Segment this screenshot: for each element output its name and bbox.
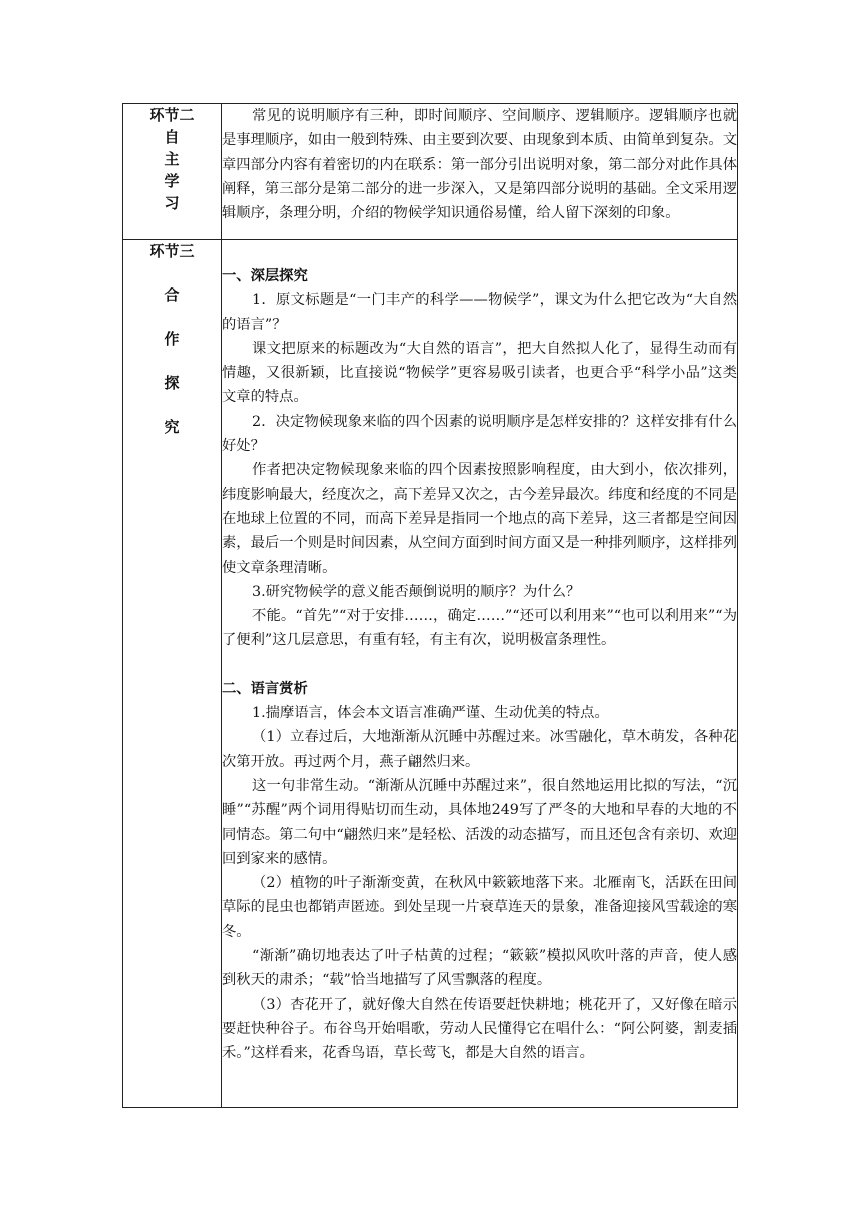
section2-content-cell: [222, 104, 738, 240]
part2-heading: 二、语言赏析: [222, 680, 308, 697]
question-2: 2．决定物候现象来临的四个因素的说明顺序是怎样安排的？这样安排有什么好处？: [222, 413, 737, 455]
section3-content-cell: [222, 240, 738, 1108]
section2-label-cell: [123, 104, 222, 240]
section2-label-line: 习: [164, 194, 180, 212]
section3-label-line: 环节三: [149, 242, 195, 260]
table-row: [123, 240, 738, 1108]
comment-1: 这一句非常生动。“渐渐从沉睡中苏醒过来”，很自然地运用比拟的写法，“沉睡”“苏醒”两个词用得贴切而生动，具体地249写了严冬的大地和早春的大地的不同情态。第二句中“翩然归来”是轻松、活泼的动态描写，而且还包含有亲切、欢迎回到家来的感情。: [222, 777, 738, 867]
answer-2: 作者把决定物候现象来临的四个因素按照影响程度，由大到小，依次排列，纬度影响最大，经度次之，高下差异又次之，古今差异最次。纬度和经度的不同是在地球上位置的不同，而高下差异是指同一个地点的高下差异，这三者都是空间因素，最后一个则是时间因素，从空间方面到时间方面又是一种排列顺序，这样排列使文章条理清晰。: [222, 462, 737, 576]
section2-label-line: 学: [164, 172, 180, 190]
section2-label-line: 自: [164, 128, 180, 146]
section3-label-line: 合: [164, 286, 180, 304]
section3-label-cell: [123, 240, 222, 1108]
question-1: 1．原文标题是“一门丰产的科学——物候学”，课文为什么把它改为“大自然的语言”？: [222, 292, 737, 333]
section3-label-line: 探: [164, 374, 180, 392]
table-row: [123, 104, 738, 240]
answer-1: 课文把原来的标题改为“大自然的语言”，把大自然拟人化了，显得生动而有情趣，又很新颖，比直接说“物候学”更容易吸引读者，也更合乎“科学小品”这类文章的特点。: [222, 340, 737, 406]
section2-label-line: 主: [164, 150, 180, 168]
question-3: 3.研究物候学的意义能否颠倒说明的顺序？为什么？: [252, 583, 581, 600]
section3-label-line: 究: [164, 418, 180, 436]
section2-paragraph: 常见的说明顺序有三种，即时间顺序、空间顺序、逻辑顺序。逻辑顺序也就是事理顺序，如由一般到特殊、由主要到次要、由现象到本质、由简单到复杂。文章四部分内容有着密切的内在联系：第一部分引出说明对象，第二部分对此作具体阐释，第三部分是第二部分的进一步深入，又是第四部分说明的基础。全文采用逻辑顺序，条理分明，介绍的物候学知识通俗易懂，给人留下深刻的印象。: [222, 108, 737, 222]
lesson-table: [122, 103, 738, 1108]
example-1: （1）立春过后，大地渐渐从沉睡中苏醒过来。冰雪融化，草木萌发，各种花次第开放。再过两个月，燕子翩然归来。: [222, 729, 737, 770]
question-4: 1.揣摩语言，体会本文语言准确严谨、生动优美的特点。: [252, 705, 609, 722]
answer-3: 不能。“首先”“对于安排……，确定……”“还可以利用来”“也可以利用来”“为了便利”这几层意思，有重有轻，有主有次，说明极富条理性。: [222, 608, 737, 649]
example-3: （3）杏花开了，就好像大自然在传语要赶快耕地；桃花开了，又好像在暗示要赶快种谷子。布谷鸟开始唱歌，劳动人民懂得它在唱什么：“阿公阿婆，割麦插禾。”这样看来，花香鸟语，草长莺飞，都是大自然的语言。: [222, 996, 737, 1062]
comment-2: “渐渐”确切地表达了叶子枯黄的过程；“簌簌”模拟风吹叶落的声音，使人感到秋天的肃杀；“载”恰当地描写了风雪飘落的程度。: [222, 948, 737, 989]
section2-label-line: 环节二: [149, 106, 195, 124]
part1-heading: 一、深层探究: [222, 268, 308, 284]
section3-label-line: 作: [164, 330, 180, 348]
example-2: （2）植物的叶子渐渐变黄，在秋风中簌簌地落下来。北雁南飞，活跃在田间草际的昆虫也都销声匿迹。到处呈现一片衰草连天的景象，准备迎接风雪载途的寒冬。: [222, 875, 737, 940]
